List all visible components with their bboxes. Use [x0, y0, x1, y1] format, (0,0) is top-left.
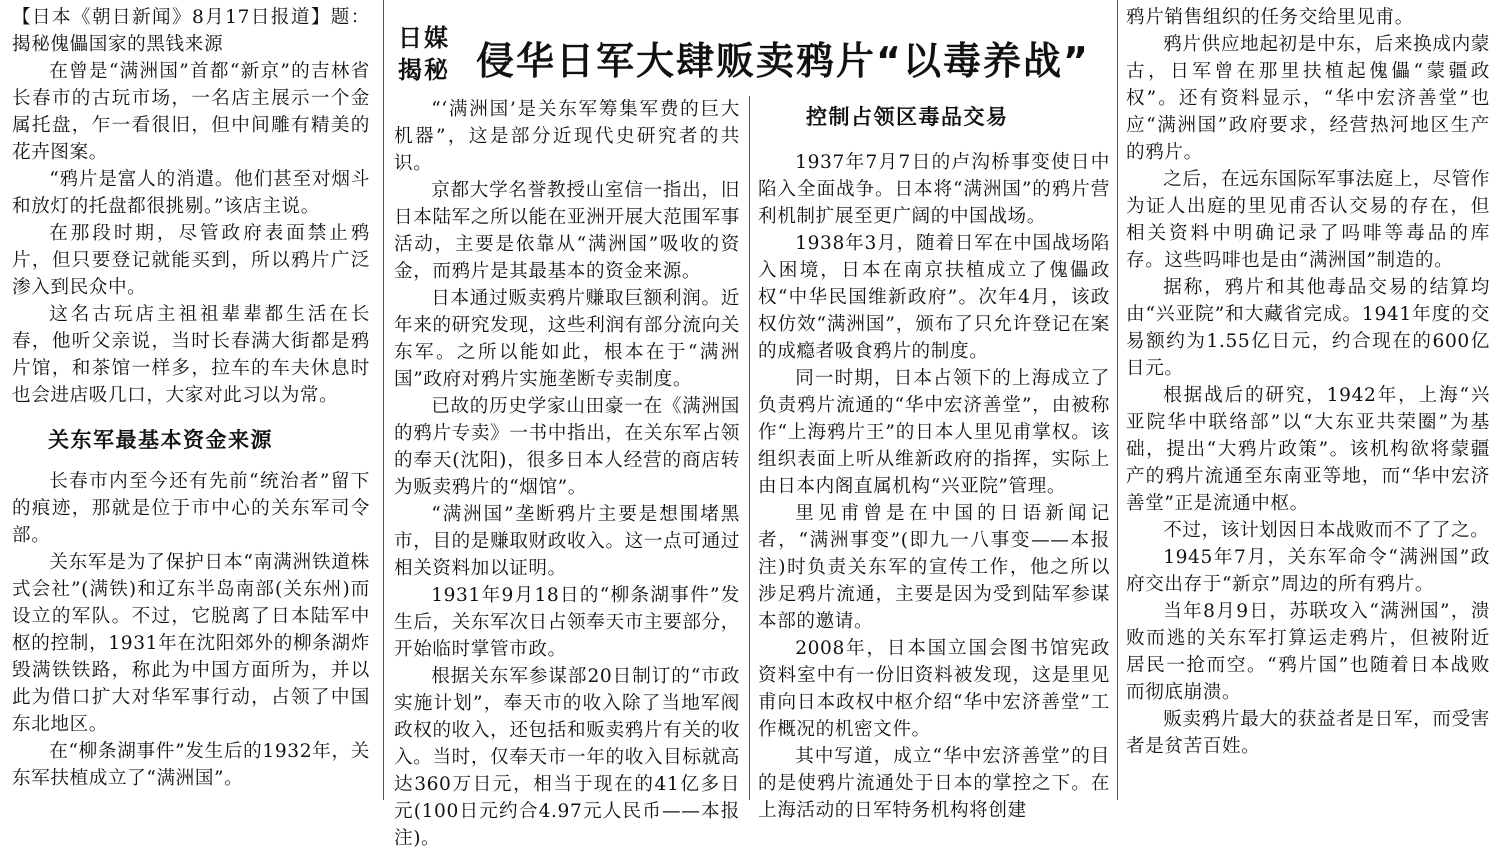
headline-title: 侵华日军大肆贩卖鸦片“以毒养战”	[476, 39, 1090, 83]
paragraph: 关东军是为了保护日本“南满洲铁道株式会社”(满铁)和辽东半岛南部(关东州)而设立的军队。不过，它脱离了日本陆军中枢的控制，1931年在沈阳郊外的柳条湖炸毁满铁铁路，称此为中国方面所为，并以此为借口扩大对华军事行动，占领了中国东北地区。	[12, 552, 370, 735]
paragraph: 在那段时期，尽管政府表面禁止鸦片，但只要登记就能买到，所以鸦片广泛渗入到民众中。	[12, 223, 370, 298]
paragraph: 京都大学名誉教授山室信一指出，旧日本陆军之所以能在亚洲开展大范围军事活动，主要是依靠从“满洲国”吸收的资金，而鸦片是其最基本的资金来源。	[394, 180, 740, 282]
column-rule-2	[749, 96, 750, 800]
paragraph: 在曾是“满洲国”首都“新京”的吉林省长春市的古玩市场，一名店主展示一个金属托盘，乍一看很旧，但中间雕有精美的花卉图案。	[12, 61, 370, 163]
paragraph: 日本通过贩卖鸦片赚取巨额利润。近年来的研究发现，这些利润有部分流向关东军。之所以能如此，根本在于“满洲国”政府对鸦片实施垄断专卖制度。	[394, 288, 740, 390]
headline-kicker: 日媒揭秘	[398, 24, 450, 84]
paragraph: 同一时期，日本占领下的上海成立了负责鸦片流通的“华中宏济善堂”，由被称作“上海鸦片王”的日本人里见甫掌权。该组织表面上听从维新政府的指挥，实际上由日本内阁直属机构“兴亚院”管理。	[758, 368, 1110, 497]
column-rule-3	[1117, 0, 1118, 800]
paragraph-continued: 鸦片销售组织的任务交给里见甫。	[1126, 7, 1414, 28]
paragraph: 之后，在远东国际军事法庭上，尽管作为证人出庭的里见甫否认交易的存在，但相关资料中明确记录了吗啡等毒品的库存。这些吗啡也是由“满洲国”制造的。	[1126, 169, 1490, 271]
paragraph: 据称，鸦片和其他毒品交易的结算均由“兴亚院”和大藏省完成。1941年度的交易额约为1.55亿日元，约合现在的600亿日元。	[1126, 277, 1490, 379]
column-rule-1	[383, 0, 384, 800]
paragraph: 这名古玩店主祖祖辈辈都生活在长春，他听父亲说，当时长春满大街都是鸦片馆，和茶馆一样多，拉车的车夫休息时也会进店吸几口，大家对此习以为常。	[12, 304, 370, 406]
paragraph: 根据战后的研究，1942年，上海“兴亚院华中联络部”以“大东亚共荣圈”为基础，提出“大鸦片政策”。该机构欲将蒙疆产的鸦片流通至东南亚等地，而“华中宏济善堂”正是流通中枢。	[1126, 385, 1490, 514]
paragraph: “‘满洲国’是关东军筹集军费的巨大机器”，这是部分近现代史研究者的共识。	[394, 99, 740, 174]
section-subheading: 控制占领区毒品交易	[806, 105, 1009, 129]
column-2	[394, 96, 740, 852]
paragraph: 其中写道，成立“华中宏济善堂”的目的是使鸦片流通处于日本的掌控之下。在上海活动的日军特务机构将创建	[758, 746, 1110, 821]
paragraph: 2008年，日本国立国会图书馆宪政资料室中有一份旧资料被发现，这是里见甫向日本政权中枢介绍“华中宏济善堂”工作概况的机密文件。	[758, 638, 1110, 740]
paragraph: 不过，该计划因日本战败而不了了之。	[1163, 520, 1490, 541]
column-3	[758, 98, 1110, 824]
paragraph: 长春市内至今还有先前“统治者”留下的痕迹，那就是位于市中心的关东军司令部。	[12, 471, 370, 546]
paragraph: “鸦片是富人的消遣。他们甚至对烟斗和放灯的托盘都很挑剔。”该店主说。	[12, 169, 370, 217]
column-4	[1126, 4, 1490, 760]
paragraph: 1945年7月，关东军命令“满洲国”政府交出存于“新京”周边的所有鸦片。	[1126, 547, 1490, 595]
paragraph: “满洲国”垄断鸦片主要是想围堵黑市，目的是赚取财政收入。这一点可通过相关资料加以证明。	[394, 504, 740, 579]
paragraph: 1937年7月7日的卢沟桥事变使日中陷入全面战争。日本将“满洲国”的鸦片营利机制扩展至更广阔的中国战场。	[758, 152, 1110, 227]
paragraph: 已故的历史学家山田豪一在《满洲国的鸦片专卖》一书中指出，在关东军占领的奉天(沈阳)，很多日本人经营的商店转为贩卖鸦片的“烟馆”。	[394, 396, 740, 498]
paragraph: 贩卖鸦片最大的获益者是日军，而受害者是贫苦百姓。	[1126, 709, 1490, 757]
headline-block	[392, 8, 1114, 90]
paragraph: 里见甫曾是在中国的日语新闻记者，“满洲事变”(即九一八事变——本报注)时负责关东军的宣传工作，他之所以涉足鸦片流通，主要是因为受到陆军参谋本部的邀请。	[758, 503, 1110, 632]
paragraph: 1938年3月，随着日军在中国战场陷入困境，日本在南京扶植成立了傀儡政权“中华民国维新政府”。次年4月，该政权仿效“满洲国”，颁布了只允许登记在案的成瘾者吸食鸦片的制度。	[758, 233, 1110, 362]
section-subheading: 关东军最基本资金来源	[48, 428, 273, 452]
paragraph: 在“柳条湖事件”发生后的1932年，关东军扶植成立了“满洲国”。	[12, 741, 370, 789]
paragraph: 当年8月9日，苏联攻入“满洲国”，溃败而逃的关东军打算运走鸦片，但被附近居民一抢而空。“鸦片国”也随着日本战败而彻底崩溃。	[1126, 601, 1490, 703]
paragraph: 根据关东军参谋部20日制订的“市政实施计划”，奉天市的收入除了当地军阀政权的收入，还包括和贩卖鸦片有关的收入。当时，仅奉天市一年的收入目标就高达360万日元，相当于现在的41亿多日元(100日元约合4.97元人民币——本报注)。	[394, 666, 740, 849]
article-source-paragraph: 【日本《朝日新闻》8月17日报道】题：揭秘傀儡国家的黑钱来源	[12, 7, 370, 55]
column-1	[12, 4, 370, 792]
paragraph: 1931年9月18日的“柳条湖事件”发生后，关东军次日占领奉天市主要部分，开始临时掌管市政。	[394, 585, 740, 660]
paragraph: 鸦片供应地起初是中东，后来换成内蒙古，日军曾在那里扶植起傀儡“蒙疆政权”。还有资料显示，“华中宏济善堂”也应“满洲国”政府要求，经营热河地区生产的鸦片。	[1126, 34, 1490, 163]
